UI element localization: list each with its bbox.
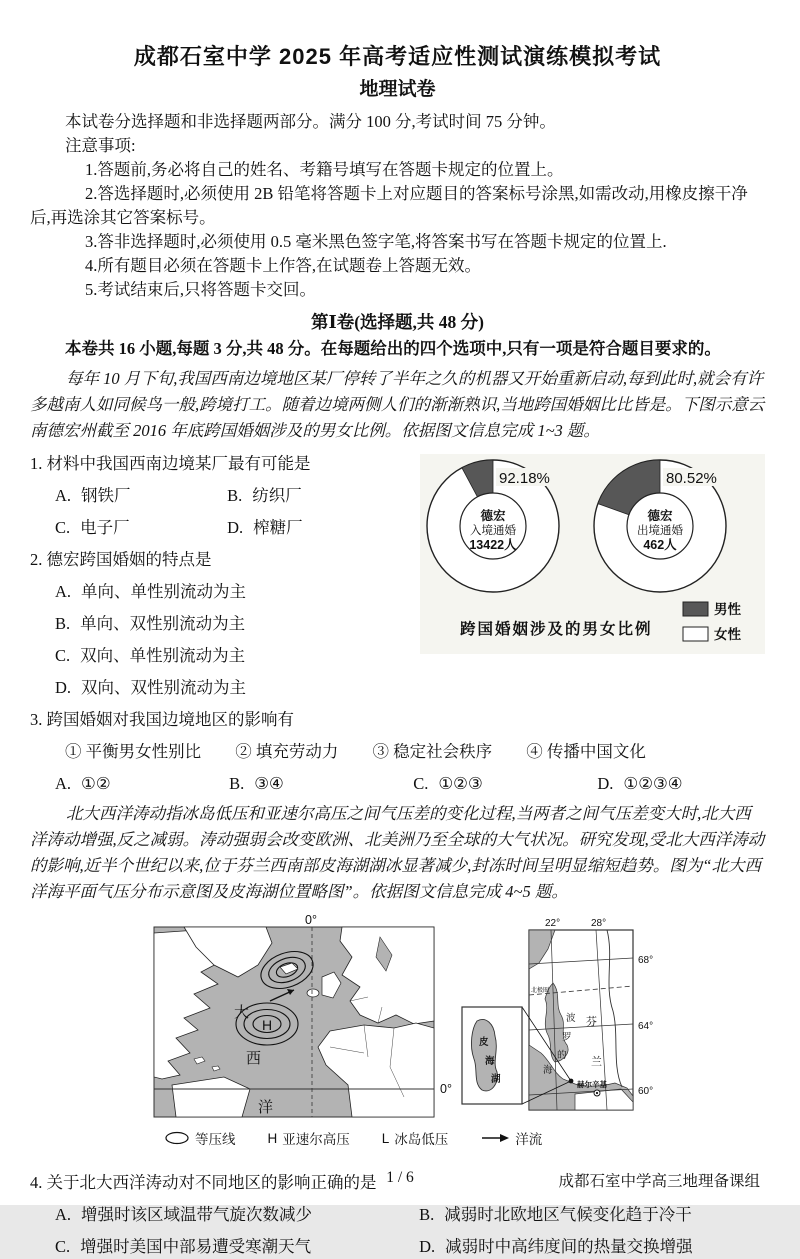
lat-64-label: 64° [638,1021,654,1032]
pie-center-label: 德宏 [647,509,673,523]
pie-outbound-marriage [594,460,726,592]
maps-figure [30,913,765,1163]
pie-inbound-marriage [427,460,559,592]
lon-0-label: 0° [305,913,317,927]
finland-label-char: 芬 [586,1016,597,1028]
option-a: A. 增强时该区域温带气旋次数减少 [55,1205,313,1224]
ocean-label-char: 西 [246,1050,262,1067]
atlantic-map-legend [164,1128,543,1148]
question-4: 4. 关于北大西洋涛动对不同地区的影响正确的是 [30,1173,377,1192]
option-d: D. ①②③④ [597,774,683,793]
page-number: 1 / 6 [386,1169,414,1186]
notice-item: 5.考试结束后,只将答题卡交回。 [85,280,316,299]
notice-item: 2.答选择题时,必须使用 2B 铅笔将答题卡上对应题目的答案标号涂黑,如需改动,用橡皮擦干净后,再选涂其它答案标号。 [30,184,748,227]
pie-legend [683,601,742,642]
finland-label-char: 兰 [591,1056,602,1068]
question-2: 2. 德宏跨国婚姻的特点是 [30,550,212,569]
notice-item: 4.所有题目必须在答题卡上作答,在试题卷上答题无效。 [85,256,481,275]
legend-azores-high: H 亚速尔高压 [267,1130,350,1147]
finland-map-svg [455,915,673,1121]
q3-item-3: ③ 稳定社会秩序 [372,742,493,761]
page-subtitle: 地理试卷 [359,79,436,100]
passage-2: 北大西洋涛动指冰岛低压和亚速尔高压之间气压差的变化过程,当两者之间气压差变大时,北大西洋涛动增强,反之减弱。涛动强弱会改变欧洲、北美洲乃至全球的大气状况。研究发现,受北大西洋涛动的影响,近半个世纪以来,位于芬兰西南部皮海湖湖冰显著减少,封冻时间呈明显缩短趋势。图为“北大西洋海平面气压分布示意图及皮海湖位置略图”。依据图文信息完成 4~5 题。 [30,804,765,901]
page-title: 成都石室中学 2025 年高考适应性测试演练模拟考试 [133,44,662,69]
pie-chart-svg [420,454,765,654]
q2-option-a: A. 单向、单性别流动为主 [55,582,247,601]
baltic-label-char: 海 [543,1065,553,1076]
option-c: C. 电子厂 [55,518,130,537]
section-instruction: 本卷共 16 小题,每题 3 分,共 48 分。在每题给出的四个选项中,只有一项是符合题目要求的。 [65,339,721,358]
q2-option-b: B. 单向、双性别流动为主 [55,614,246,633]
pie-center-label: 入境通婚 [470,525,516,537]
high-pressure-letter: H [261,1017,273,1033]
baltic-label-char: 波 [566,1013,576,1024]
question-block-1-2 [30,452,765,700]
legend-iceland-low: L 冰岛低压 [381,1130,449,1147]
finland-location-map [455,915,673,1126]
legend-male-swatch [683,602,708,616]
question-1: 1. 材料中我国西南边境某厂最有可能是 [30,454,311,473]
pie-center-label: 出境通婚 [637,525,683,537]
q2-option-c: C. 双向、单性别流动为主 [55,646,246,665]
lake-location-dot [569,1079,574,1084]
q3-item-2: ② 填充劳动力 [235,742,339,761]
page-footer [0,1169,800,1191]
legend-female-swatch [683,627,708,641]
pie-count-label: 13422人 [469,538,517,552]
option-d: D. 榨糖厂 [227,518,303,537]
legend-current: 洋流 [480,1128,542,1148]
exam-summary: 本试卷分选择题和非选择题两部分。满分 100 分,考试时间 75 分钟。 [65,112,556,131]
equator-0-label: 0° [440,1082,452,1096]
q4-options-row-2 [55,1235,765,1259]
ireland-island [307,989,319,997]
lat-60-label: 60° [638,1086,654,1097]
footer-group: 成都石室中学高三地理备课组 [558,1173,760,1190]
legend-male-label: 男性 [714,602,741,617]
notice-label: 注意事项: [65,136,136,155]
option-c: C. 增强时美国中部易遭受寒潮天气 [55,1237,312,1256]
atlantic-pressure-map-svg [152,913,468,1119]
lon-22-label: 22° [545,918,561,929]
passage-1: 每年 10 月下旬,我国西南边境地区某厂停转了半年之久的机器又开始重新启动,每到此时,就会有许多越南人如同候鸟一般,跨境打工。随着边境两侧人们的渐渐熟识,当地跨国婚姻比比皆是。下图示意云南德宏州截至 2016 年底跨国婚姻涉及的男女比例。依据图文信息完成 1~3 题。 [30,369,765,440]
isobar-icon [164,1131,190,1145]
q3-items [65,740,765,764]
figure-caption: 跨国婚姻涉及的男女比例 [460,621,653,638]
q3-answers [55,772,765,796]
option-b: B. ③④ [229,774,284,793]
lat-68-label: 68° [638,955,654,966]
q3-item-4: ④ 传播中国文化 [526,742,646,761]
helsinki-label: 赫尔辛基 [577,1080,607,1089]
pie-percent-label: 92.18% [499,470,550,487]
notice-item: 3.答非选择题时,必须使用 0.5 毫米黑色签字笔,将答案书写在答题卡规定的位置上. [85,232,667,251]
section-heading: 第Ⅰ卷(选择题,共 48 分) [311,312,484,332]
q3-item-1: ① 平衡男女性别比 [65,742,202,761]
pie-chart-figure [420,454,765,654]
lon-28-label: 28° [591,918,607,929]
pie-percent-label: 80.52% [666,470,717,487]
helsinki-symbol [594,1090,600,1096]
option-c: C. ①②③ [413,774,483,793]
q2-option-d: D. 双向、双性别流动为主 [55,678,247,697]
pie-count-label: 462人 [643,538,677,552]
option-d: D. 减弱时中高纬度间的热量交换增强 [419,1237,693,1256]
notice-item: 1.答题前,务必将自己的姓名、考籍号填写在答题卡规定的位置上。 [85,160,564,179]
lake-inset [462,1007,522,1104]
option-b: B. 减弱时北欧地区气候变化趋于冷干 [419,1205,692,1224]
current-arrow-icon [480,1133,510,1143]
baltic-label-char: 的 [557,1050,567,1061]
baltic-label-char: 罗 [562,1032,572,1043]
ocean-label-char: 大 [234,1004,250,1021]
pie-center-label: 德宏 [480,509,506,523]
legend-female-label: 女性 [714,627,741,642]
option-b: B. 纺织厂 [227,486,302,505]
arctic-circle-label: 北极圈 [531,988,550,994]
legend-isobar: 等压线 [164,1128,236,1148]
question-3: 3. 跨国婚姻对我国边境地区的影响有 [30,710,294,729]
lake-label-char: 皮 [479,1037,489,1048]
lake-label-char: 湖 [491,1074,501,1085]
lake-label-char: 海 [485,1056,495,1067]
option-a: A. 钢铁厂 [55,486,131,505]
ocean-label-char: 洋 [258,1099,274,1116]
q4-options-row-1 [55,1203,765,1227]
option-a: A. ①② [55,774,111,793]
